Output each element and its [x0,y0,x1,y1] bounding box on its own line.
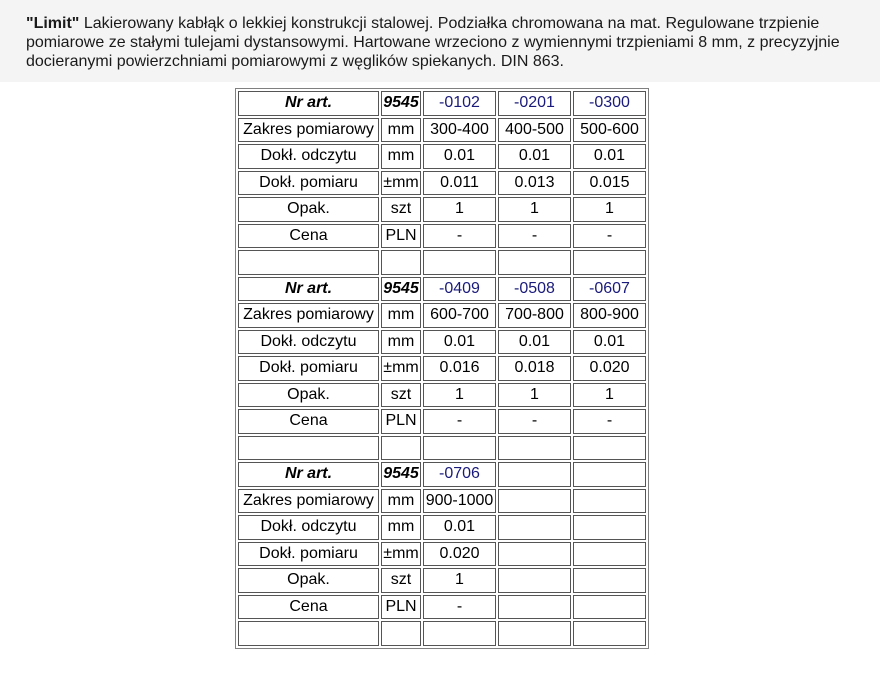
article-number-label: Nr art. [238,462,379,487]
article-number-label: Nr art. [238,277,379,302]
unit-reading: mm [381,144,421,169]
empty-cell [573,542,646,567]
unit-price: PLN [381,595,421,620]
spec-row-price [238,595,646,620]
empty-cell [573,621,646,646]
value-range: 800-900 [573,303,646,328]
product-name: "Limit" [26,15,80,32]
spec-row-reading [238,144,646,169]
empty-cell [573,515,646,540]
product-description [0,0,880,82]
row-label-pack: Opak. [238,568,379,593]
value-accuracy: 0.020 [573,356,646,381]
spacer-row [238,436,646,461]
value-price: - [573,224,646,249]
spacer-row [238,250,646,275]
base-article-number: 9545 [381,462,421,487]
row-label-accuracy: Dokł. pomiaru [238,542,379,567]
empty-cell [498,489,571,514]
row-label-price: Cena [238,409,379,434]
value-pack: 1 [423,383,496,408]
spec-table-wrapper [235,88,649,649]
value-price: - [423,224,496,249]
spec-row-accuracy [238,542,646,567]
unit-pack: szt [381,568,421,593]
value-pack: 1 [498,197,571,222]
spec-row-range [238,118,646,143]
value-reading: 0.01 [498,144,571,169]
article-suffix: -0102 [423,91,496,116]
empty-cell [498,515,571,540]
spec-row-reading [238,330,646,355]
spec-row-accuracy [238,356,646,381]
value-range: 900-1000 [423,489,496,514]
spec-table [235,88,649,649]
empty-cell [381,436,421,461]
unit-price: PLN [381,409,421,434]
value-range: 700-800 [498,303,571,328]
article-suffix: -0409 [423,277,496,302]
unit-price: PLN [381,224,421,249]
row-label-price: Cena [238,595,379,620]
value-pack: 1 [423,197,496,222]
empty-cell [573,568,646,593]
unit-reading: mm [381,515,421,540]
article-suffix: -0201 [498,91,571,116]
value-price: - [498,409,571,434]
unit-accuracy: ±mm [381,171,421,196]
row-label-range: Zakres pomiarowy [238,489,379,514]
value-accuracy: 0.013 [498,171,571,196]
value-reading: 0.01 [423,144,496,169]
value-reading: 0.01 [573,330,646,355]
row-label-pack: Opak. [238,197,379,222]
spec-row-range [238,303,646,328]
value-accuracy: 0.016 [423,356,496,381]
value-pack: 1 [423,568,496,593]
spec-row-price [238,224,646,249]
row-label-range: Zakres pomiarowy [238,118,379,143]
empty-cell [573,489,646,514]
value-range: 300-400 [423,118,496,143]
unit-accuracy: ±mm [381,542,421,567]
unit-pack: szt [381,383,421,408]
empty-cell [498,621,571,646]
value-reading: 0.01 [498,330,571,355]
value-price: - [423,409,496,434]
article-header-row [238,462,646,487]
value-range: 400-500 [498,118,571,143]
article-number-label: Nr art. [238,91,379,116]
row-label-reading: Dokł. odczytu [238,515,379,540]
article-header-row [238,91,646,116]
row-label-reading: Dokł. odczytu [238,144,379,169]
value-accuracy: 0.020 [423,542,496,567]
empty-cell [423,250,496,275]
row-label-pack: Opak. [238,383,379,408]
base-article-number: 9545 [381,277,421,302]
empty-cell [498,595,571,620]
empty-cell [381,250,421,275]
empty-cell [238,436,379,461]
spec-row-pack [238,197,646,222]
empty-cell [573,436,646,461]
description-text [0,0,856,71]
value-range: 500-600 [573,118,646,143]
value-pack: 1 [498,383,571,408]
row-label-reading: Dokł. odczytu [238,330,379,355]
spacer-row [238,621,646,646]
description-body: Lakierowany kabłąk o lekkiej konstrukcji stalowej. Podziałka chromowana na mat. Regulowane trzpienie pomiarowe ze stałymi tulejami dystansowymi. Hartowane wrzeciono z wymiennymi trzpieniami 8 mm, z precyzyjnie docieranymi powierzchniami pomiarowymi z węglików spiekanych. DIN 863. [26,15,840,70]
unit-range: mm [381,303,421,328]
unit-reading: mm [381,330,421,355]
empty-cell [423,436,496,461]
empty-cell [573,595,646,620]
unit-range: mm [381,489,421,514]
empty-cell [381,621,421,646]
article-header-row [238,277,646,302]
empty-cell [498,568,571,593]
value-accuracy: 0.011 [423,171,496,196]
value-accuracy: 0.018 [498,356,571,381]
article-suffix: -0508 [498,277,571,302]
article-suffix: -0300 [573,91,646,116]
spec-row-price [238,409,646,434]
row-label-range: Zakres pomiarowy [238,303,379,328]
empty-cell [498,542,571,567]
empty-cell [238,621,379,646]
value-accuracy: 0.015 [573,171,646,196]
empty-cell [423,621,496,646]
empty-cell [573,250,646,275]
value-price: - [573,409,646,434]
value-reading: 0.01 [423,330,496,355]
unit-range: mm [381,118,421,143]
value-pack: 1 [573,383,646,408]
empty-cell [238,250,379,275]
spec-row-reading [238,515,646,540]
spec-row-pack [238,568,646,593]
spec-row-pack [238,383,646,408]
base-article-number: 9545 [381,91,421,116]
value-range: 600-700 [423,303,496,328]
empty-cell [498,250,571,275]
row-label-price: Cena [238,224,379,249]
value-reading: 0.01 [423,515,496,540]
unit-pack: szt [381,197,421,222]
empty-cell [573,462,646,487]
article-suffix: -0607 [573,277,646,302]
value-pack: 1 [573,197,646,222]
value-reading: 0.01 [573,144,646,169]
empty-cell [498,462,571,487]
row-label-accuracy: Dokł. pomiaru [238,356,379,381]
row-label-accuracy: Dokł. pomiaru [238,171,379,196]
spec-row-accuracy [238,171,646,196]
value-price: - [423,595,496,620]
value-price: - [498,224,571,249]
unit-accuracy: ±mm [381,356,421,381]
article-suffix: -0706 [423,462,496,487]
spec-row-range [238,489,646,514]
empty-cell [498,436,571,461]
